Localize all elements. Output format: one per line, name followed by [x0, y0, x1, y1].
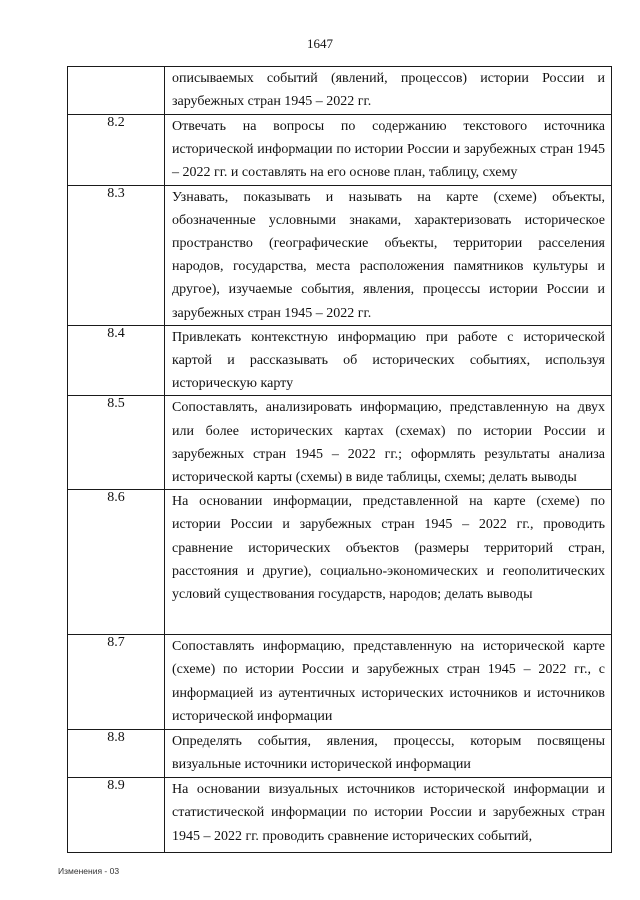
- table-row: [68, 396, 612, 490]
- row-number: 8.2: [68, 115, 165, 186]
- table-row: [68, 635, 612, 730]
- row-text: Определять события, явления, процессы, которым посвящены визуальные источники исторической информации: [165, 730, 612, 778]
- row-number: 8.9: [68, 778, 165, 853]
- row-number: 8.5: [68, 396, 165, 490]
- table-row: [68, 185, 612, 325]
- row-number: [68, 67, 165, 115]
- row-number: 8.7: [68, 635, 165, 730]
- row-number: 8.4: [68, 325, 165, 396]
- page-number: 1647: [307, 36, 333, 51]
- row-text: Отвечать на вопросы по содержанию текстового источника исторической информации по истории России и зарубежных стран 1945 – 2022 гг. и составлять на его основе план, таблицу, схему: [165, 115, 612, 186]
- table-row: [68, 67, 612, 115]
- row-text: Сопоставлять информацию, представленную на исторической карте (схеме) по истории России и зарубежных стран 1945 – 2022 гг., с информацией из аутентичных исторических источников и источников исторической информации: [165, 635, 612, 730]
- revision-footer: Изменения - 03: [58, 866, 120, 876]
- row-number: 8.3: [68, 185, 165, 325]
- row-text: Узнавать, показывать и называть на карте (схеме) объекты, обозначенные условными знаками, характеризовать историческое пространство (географические объекты, территории расселения народов, государства, места расположения памятников культуры и другое), изучаемые события, явления, процессы истории России и зарубежных стран 1945 – 2022 гг.: [165, 185, 612, 325]
- row-text: описываемых событий (явлений, процессов) истории России и зарубежных стран 1945 – 2022 гг.: [165, 67, 612, 115]
- table-row: [68, 115, 612, 186]
- row-text: Привлекать контекстную информацию при работе с исторической картой и рассказывать об исторических событиях, используя историческую карту: [165, 325, 612, 396]
- table-row: [68, 490, 612, 635]
- row-text: На основании визуальных источников исторической информации и статистической информации по истории России и зарубежных стран 1945 – 2022 гг. проводить сравнение исторических событий,: [165, 778, 612, 853]
- row-text: На основании информации, представленной на карте (схеме) по истории России и зарубежных стран 1945 – 2022 гг., проводить сравнение исторических объектов (размеры территорий стран, расстояния и другие), социально-экономических и геополитических условий существования государств, народов; делать выводы: [165, 490, 612, 635]
- row-number: 8.8: [68, 730, 165, 778]
- requirements-table: [67, 66, 612, 853]
- table-row: [68, 778, 612, 853]
- table-row: [68, 730, 612, 778]
- row-text: Сопоставлять, анализировать информацию, представленную на двух или более исторических картах (схемах) по истории России и зарубежных стран 1945 – 2022 гг.; оформлять результаты анализа исторической карты (схемы) в виде таблицы, схемы; делать выводы: [165, 396, 612, 490]
- table-row: [68, 325, 612, 396]
- row-number: 8.6: [68, 490, 165, 635]
